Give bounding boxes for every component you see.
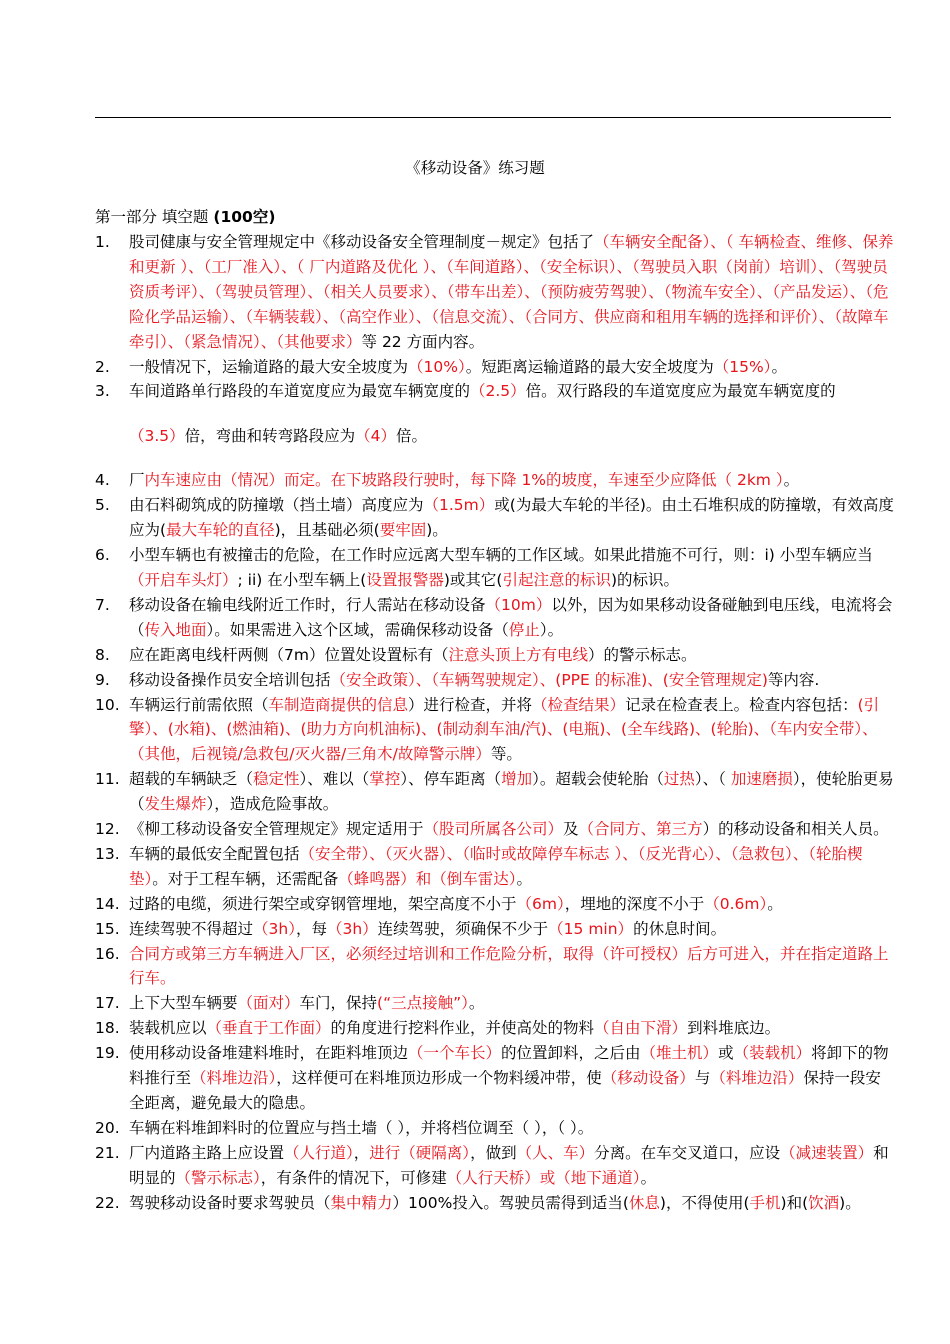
question-text: ）的警示标志。: [587, 645, 697, 664]
question-text: 由石料砌筑成的防撞墩（挡土墙）高度应为: [129, 496, 424, 515]
question-text: 或: [718, 1044, 734, 1063]
question-item: [95, 643, 895, 668]
section-label: 第一部分 填空题: [95, 208, 214, 226]
page-title: 《移动设备》练习题: [405, 159, 545, 177]
question-text: 等 22 方面内容。: [361, 332, 485, 351]
answer-text: （合同方、第三方: [578, 820, 703, 839]
question-number: 6.: [95, 546, 110, 565]
answer-text: 要牢固: [379, 521, 427, 540]
answer-text: （面对）: [237, 994, 300, 1013]
answer-text: （3h）: [326, 919, 378, 938]
answer-text: （3h）: [253, 919, 296, 938]
question-text: 《柳工移动设备安全管理规定》规定适用于: [129, 820, 424, 839]
question-item: [95, 1016, 895, 1041]
question-text: ，有条件的情况下，可修建: [260, 1168, 447, 1187]
question-text: 一般情况下，运输道路的最大安全坡度为: [129, 357, 409, 376]
question-item: [95, 942, 895, 992]
question-text: 倍。: [396, 427, 428, 446]
question-item: [95, 991, 895, 1016]
question-text: ，埋地的深度不小于: [564, 894, 705, 913]
question-item: [95, 767, 895, 817]
question-text: 驾驶移动设备时要求驾驶员（: [129, 1193, 331, 1212]
answer-text: （15%）: [713, 357, 772, 376]
question-text: 超载的车辆缺乏（: [129, 770, 254, 789]
question-number: 13.: [95, 844, 120, 863]
answer-text: （人行道）: [284, 1143, 354, 1162]
answer-text: 进行（硬隔离）: [369, 1143, 471, 1162]
question-item: [95, 468, 895, 493]
question-item: [95, 842, 895, 892]
answer-text: （装载机）: [733, 1044, 812, 1063]
question-text: 。: [516, 869, 533, 888]
question-number: 2.: [95, 357, 110, 376]
answer-text: （1.5m）: [423, 496, 495, 515]
question-text: 车辆运行前需依照（: [129, 695, 269, 714]
answer-text: （10%）: [408, 357, 466, 376]
question-text: 。: [468, 994, 485, 1013]
question-text: 厂内道路主路上应设置: [129, 1143, 285, 1162]
question-text: 上下大型车辆要: [129, 994, 238, 1013]
question-text: 车间道路单行路段的车道宽度应为最宽车辆宽度的: [129, 382, 471, 401]
question-text: 或(为最大车轮的半径)。由土石堆积成的防撞墩，有效高度应为(: [129, 496, 894, 540]
question-text: 将卸下的物料推行至: [129, 1044, 889, 1088]
question-number: 17.: [95, 994, 120, 1013]
answer-text: 最大车轮的直径: [166, 521, 275, 540]
answer-text: （开启车头灯）: [129, 570, 238, 589]
question-item: [95, 668, 895, 693]
answer-text: 集中精力: [330, 1193, 393, 1212]
answer-text: （2.5）: [470, 382, 526, 401]
answer-text: 停止: [508, 620, 540, 639]
question-number: 4.: [95, 471, 110, 490]
question-text: 到料堆底边。: [687, 1019, 781, 1038]
question-text: 的角度进行挖料作业，并使高处的物料: [330, 1019, 595, 1038]
question-text: 以外，因为如果移动设备碰触到电压线，电流将会（: [129, 595, 893, 639]
question-item: [95, 593, 895, 643]
question-item: [95, 817, 895, 842]
question-text: ），使轮胎更易（: [129, 770, 894, 814]
answer-text: （蜂鸣器）和（倒车雷达）: [338, 869, 517, 888]
question-text: 和明显的: [129, 1143, 889, 1187]
question-text: ，每: [295, 919, 327, 938]
answer-text: （移动设备）: [601, 1069, 695, 1088]
question-item: [95, 543, 895, 593]
question-item: [95, 693, 895, 768]
question-text: 装载机应以: [129, 1019, 207, 1038]
question-text: 。: [771, 357, 787, 376]
question-number: 18.: [95, 1019, 120, 1038]
answer-text: （警示标志）: [175, 1168, 261, 1187]
answer-text: （安全政策）、（车辆驾驶规定）、(PPE 的标准)、(安全管理规定): [330, 670, 768, 689]
question-item: [95, 1191, 895, 1216]
question-text: 倍，弯曲和转弯路段应为: [184, 427, 356, 446]
answer-text: (引擎）、(水箱)、(燃油箱)、(助力方向机油标)、(制动刹车油/汽)、(电瓶)、(全车线路)、(轮胎)、（车内安全带）、（其他，后视镜/急救包/灭火器/三角木/故障警示牌）: [129, 695, 880, 764]
question-text: ）。: [539, 620, 564, 639]
question-text: 过路的电缆，须进行架空或穿钢管埋地，架空高度不小于: [129, 894, 517, 913]
answer-text: 内车速应由（情况）而定。在下坡路段行驶时，每下降 1%的坡度，车速至少应降低（ 2km ）: [144, 471, 784, 490]
question-list: [95, 230, 895, 1216]
answer-text: （0.6m）: [704, 894, 768, 913]
section-count-unit: 空): [252, 208, 276, 226]
answer-text: 传入地面: [144, 620, 207, 639]
question-text: ）、（: [694, 770, 731, 789]
answer-text: 合同方或第三方车辆进入厂区，必须经过培训和工作危险分析，取得（许可授权）后方可进入，并在指定道路上行车。: [129, 944, 889, 988]
question-text: 等内容.: [767, 670, 820, 689]
answer-text: 掌控: [369, 770, 401, 789]
question-text: 分离。在车交叉道口，应设: [594, 1143, 781, 1162]
question-text: ）、难以（: [299, 770, 370, 789]
question-text: 与: [694, 1069, 711, 1088]
answer-text: （10m）: [485, 595, 552, 614]
question-number: 15.: [95, 919, 120, 938]
question-text: ）进行检查，并将: [408, 695, 533, 714]
question-number: 5.: [95, 496, 110, 515]
answer-text: （自由下滑）: [594, 1019, 688, 1038]
question-text: 。短距离运输道路的最大安全坡度为: [465, 357, 714, 376]
question-text: ）100%投入。驾驶员需得到适当(: [392, 1193, 629, 1212]
answer-text: （检查结果）: [532, 695, 626, 714]
question-item: [95, 1116, 895, 1141]
answer-text: （6m）: [516, 894, 565, 913]
answer-text: （一个车长）: [408, 1044, 502, 1063]
question-item: [95, 1041, 895, 1116]
answer-text: 车制造商提供的信息: [268, 695, 409, 714]
question-item: [95, 230, 895, 355]
question-text: 倍。双行路段的车道宽度应为最宽车辆宽度的: [525, 382, 836, 401]
question-text: 。: [640, 1168, 657, 1187]
question-item: [95, 404, 895, 468]
answer-text: （人行天桥）或（地下通道）: [446, 1168, 641, 1187]
question-text: 的位置卸料，之后由: [501, 1044, 641, 1063]
answer-text: （垂直于工作面）: [206, 1019, 331, 1038]
question-text: 厂: [129, 471, 145, 490]
answer-text: 设置报警器: [366, 570, 444, 589]
question-number: 14.: [95, 894, 120, 913]
answer-text: （安全带）、（灭火器）、（临时或故障停车标志 ）、（反光背心）、（急救包）、（轮胎楔垫）: [129, 844, 863, 888]
question-text: ，: [353, 1143, 370, 1162]
answer-text: 过热: [663, 770, 695, 789]
question-text: 移动设备在输电线附近工作时，行人需站在移动设备: [129, 595, 486, 614]
section-count-number: (100: [213, 208, 253, 226]
question-number: 7.: [95, 595, 110, 614]
question-item: [95, 355, 895, 380]
question-text: 车辆在料堆卸料时的位置应与挡土墙（ ），并将档位调至（ ），（ ）。: [129, 1118, 594, 1137]
question-text: 小型车辆也有被撞击的危险，在工作时应远离大型车辆的工作区域。如果此措施不可行，则：i) 小型车辆应当: [129, 546, 873, 565]
question-number: 16.: [95, 944, 120, 963]
section-heading: [95, 205, 275, 227]
question-text: ，这样便可在料堆顶边形成一个物料缓冲带，使: [276, 1069, 602, 1088]
answer-text: 稳定性: [253, 770, 300, 789]
question-text: ，做到: [470, 1143, 517, 1162]
question-text: )，不得使用(: [659, 1193, 750, 1212]
question-text: ），造成危险事故。: [206, 795, 339, 814]
question-number: 3.: [95, 382, 110, 401]
answer-text: 注意头顶上方有电线: [448, 645, 588, 664]
question-text: )和(: [780, 1193, 809, 1212]
question-number: 11.: [95, 770, 120, 789]
question-text: 车门，保持: [299, 994, 378, 1013]
question-number: 19.: [95, 1044, 120, 1063]
question-text: 连续驾驶不得超过: [129, 919, 254, 938]
question-text: ）。如果需进入这个区域，需确保移动设备（: [206, 620, 509, 639]
answer-text: 增加: [501, 770, 533, 789]
question-text: 等。: [490, 745, 522, 764]
question-number: 21.: [95, 1143, 120, 1162]
question-text: )，且基础必须(: [274, 521, 380, 540]
question-item: [95, 892, 895, 917]
question-text: ）。超载会使轮胎（: [532, 770, 664, 789]
question-text: 。对于工程车辆，还需配备: [152, 869, 339, 888]
question-text: 股司健康与安全管理规定中《移动设备安全管理制度－规定》包括了: [129, 233, 595, 251]
question-item: [95, 379, 895, 404]
question-number: 22.: [95, 1193, 120, 1212]
question-text: 记录在检查表上。检查内容包括：: [625, 695, 858, 714]
question-number: 20.: [95, 1118, 120, 1137]
answer-text: （15 min）: [548, 919, 634, 938]
question-text: 的休息时间。: [633, 919, 727, 938]
answer-text: （股司所属各公司）: [423, 820, 564, 839]
question-number: 9.: [95, 670, 110, 689]
question-text: ）、停车距离（: [400, 770, 502, 789]
answer-text: （车辆安全配备）、（ 车辆检查、维修、保养和更新 ）、（工厂准入）、（ 厂内道路及优化 ）、（车间道路）、（安全标识）、（驾驶员入职（岗前）培训）、（驾驶员资质考评）、（驾驶员管理）、（相关人员要求）、（带车出差）、（预防疲劳驾驶）、（物流车安全）、（产品发运）、（危险化学品运输）、（车辆装载）、（高空作业）、（信息交流）、（合同方、供应商和租用车辆的选择和评价）、（故障车牵引）、（紧急情况）、（其他要求）: [129, 233, 894, 351]
answer-text: （料堆边沿）: [191, 1069, 277, 1088]
question-text: 及: [563, 820, 579, 839]
question-text: ）的移动设备和相关人员。: [702, 820, 889, 839]
question-number: 1.: [95, 233, 110, 251]
question-text: 使用移动设备堆建料堆时，在距料堆顶边: [129, 1044, 409, 1063]
question-number: 10.: [95, 695, 120, 714]
question-text: 车辆的最低安全配置包括: [129, 844, 300, 863]
question-text: )。: [839, 1193, 861, 1212]
answer-text: 休息: [628, 1193, 660, 1212]
question-text: )。: [426, 521, 448, 540]
question-text: 应在距离电线杆两侧（7m）位置处设置标有（: [129, 645, 449, 664]
answer-text: （4）: [355, 427, 397, 446]
question-item: [95, 1141, 895, 1191]
question-text: 保持一段安全距离，避免最大的隐患。: [129, 1069, 881, 1112]
question-number: 8.: [95, 645, 110, 664]
question-text: 连续驾驶，须确保不少于: [377, 919, 549, 938]
answer-text: 引起注意的标识: [502, 570, 611, 589]
question-text: )或其它(: [443, 570, 503, 589]
answer-text: （人、车）: [516, 1143, 595, 1162]
answer-text: （3.5）: [129, 427, 185, 446]
question-text: ; ii) 在小型车辆上(: [237, 570, 367, 589]
answer-text: 发生爆炸: [144, 795, 207, 814]
question-text: )的标识。: [610, 570, 680, 589]
answer-text: (“三点接触”）: [377, 994, 469, 1013]
question-text: 。: [783, 471, 800, 490]
question-item: [95, 493, 895, 543]
answer-text: 饮酒: [808, 1193, 840, 1212]
question-text: 移动设备操作员安全培训包括: [129, 670, 331, 689]
answer-text: （料堆边沿）: [710, 1069, 804, 1088]
question-number: 12.: [95, 820, 120, 839]
question-item: [95, 917, 895, 942]
answer-text: 加速磨损: [730, 770, 793, 789]
section-count: [213, 208, 275, 226]
question-text: 。: [767, 894, 783, 913]
answer-text: 手机: [749, 1193, 781, 1212]
answer-text: （减速装置）: [780, 1143, 874, 1162]
header-rule: [95, 117, 891, 118]
answer-text: （堆土机）: [640, 1044, 719, 1063]
